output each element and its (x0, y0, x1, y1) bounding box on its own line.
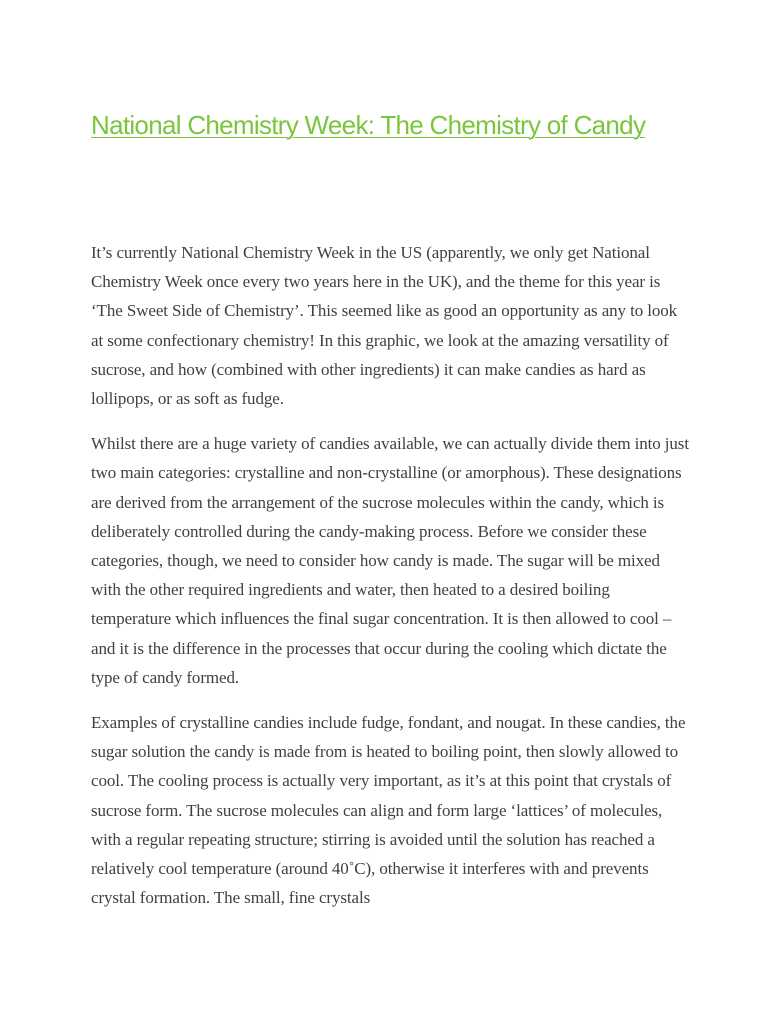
paragraph-categories: Whilst there are a huge variety of candies available, we can actually divide them into just two main categories: crystalline and non-crystalline (or amorphous). These designations are derived from the arrangement of the sucrose molecules within the candy, which is deliberately controlled during the candy-making process. Before we consider these categories, though, we need to consider how candy is made. The sugar will be mixed with the other required ingredients and water, then heated to a desired boiling temperature which influences the final sugar concentration. It is then allowed to cool – and it is the difference in the processes that occur during the cooling which dictate the type of candy formed. (91, 434, 689, 687)
document-title-link[interactable]: National Chemistry Week: The Chemistry of Candy (91, 110, 646, 140)
paragraph-intro: It’s currently National Chemistry Week in the US (apparently, we only get National Chemistry Week once every two years here in the UK), and the theme for this year is ‘The Sweet Side of Chemistry’. This seemed like as good an opportunity as any to look at some confectionary chemistry! In this graphic, we look at the amazing versatility of sucrose, and how (combined with other ingredients) it can make candies as hard as lollipops, or as soft as fudge. (91, 243, 678, 409)
document-body (91, 238, 693, 928)
paragraph-crystalline: Examples of crystalline candies include fudge, fondant, and nougat. In these candies, the sugar solution the candy is made from is heated to boiling point, then slowly allowed to cool. The cooling process is actually very important, as it’s at this point that crystals of sucrose form. The sucrose molecules can align and form large ‘lattices’ of molecules, with a regular repeating structure; stirring is avoided until the solution has reached a relatively cool temperature (around 40˚C), otherwise it interferes with and prevents crystal formation. The small, fine crystals (91, 713, 686, 908)
